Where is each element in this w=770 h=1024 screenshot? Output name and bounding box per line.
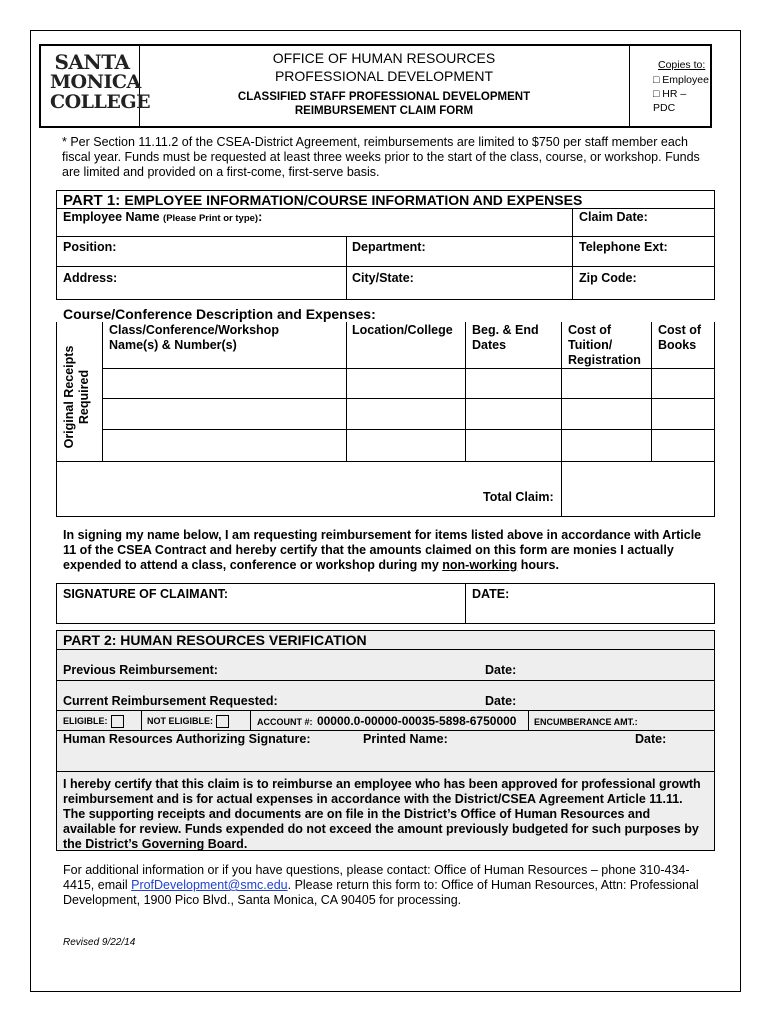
department-label: Department: — [352, 240, 426, 254]
receipts-required-note: Original Receipts Required — [62, 345, 91, 449]
course-heading: Course/Conference Description and Expenses: — [63, 306, 376, 322]
previous-date-label: Date: — [485, 663, 517, 677]
part2-heading: PART 2: HUMAN RESOURCES VERIFICATION — [63, 632, 367, 648]
telephone-label: Telephone Ext: — [579, 240, 668, 254]
form-header — [39, 44, 712, 128]
claimant-signature-label: SIGNATURE OF CLAIMANT: — [63, 587, 229, 601]
eligible-row: ELIGIBLE: — [63, 713, 124, 729]
col-dates-header: Beg. & End Dates — [472, 323, 539, 352]
intro-text: * Per Section 11.11.2 of the CSEA-District Agreement, reimbursements are limited to $750 per staff member each fiscal year. Funds must be requested at least three weeks prior to the start of the class, course, or workshop. Funds are limited and provided on a first-come, first-serve basis. — [62, 135, 700, 179]
col-location-header: Location/College — [352, 323, 453, 337]
form-title-2: REIMBURSEMENT CLAIM FORM — [294, 105, 474, 117]
college-logo: SANTA MONICA COLLEGE — [50, 50, 151, 113]
hr-certification: I hereby certify that this claim is to reimburse an employee who has been approved for professional growth reimbursement and is for actual expenses in accordance with the District/CSEA Agreement Article 11.11. The supporting receipts and documents are on file in the District’s Office of Human Resources and available for review. Funds expended do not exceed the amount previously budgeted for such purposes by the District’s Governing Board. — [63, 777, 701, 851]
claim-date-label: Claim Date: — [579, 210, 648, 224]
encumbrance-label: ENCUMBERANCE AMT.: — [534, 717, 638, 727]
copies-to: Copies to: □ Employee □ HR – PDC — [653, 59, 709, 114]
current-date-label: Date: — [485, 694, 517, 708]
col-tuition-header: Cost of Tuition/ Registration — [568, 323, 641, 367]
position-label: Position: — [63, 240, 117, 254]
account-number: ACCOUNT #: 00000.0-00000-00035-5898-6750000 — [257, 714, 517, 728]
printed-name-label: Printed Name: — [363, 732, 448, 746]
city-state-label: City/State: — [352, 271, 414, 285]
address-label: Address: — [63, 271, 118, 285]
not-eligible-checkbox[interactable] — [216, 715, 229, 728]
part1-heading: PART 1: EMPLOYEE INFORMATION/COURSE INFORMATION AND EXPENSES — [63, 192, 583, 209]
eligible-checkbox[interactable] — [111, 715, 124, 728]
email-link[interactable]: ProfDevelopment@smc.edu — [131, 878, 288, 892]
office-title: OFFICE OF HUMAN RESOURCES — [272, 50, 496, 66]
current-reimbursement-label: Current Reimbursement Requested: — [63, 694, 278, 708]
zip-label: Zip Code: — [579, 271, 637, 285]
col-class-header: Class/Conference/Workshop Name(s) & Number(s) — [109, 323, 279, 352]
employee-name-label: Employee Name (Please Print or type): — [63, 210, 263, 224]
claimant-date-label: DATE: — [472, 587, 510, 601]
revised-date: Revised 9/22/14 — [63, 937, 136, 948]
hr-date-label: Date: — [635, 732, 667, 746]
contact-info: For additional information or if you have questions, please contact: Office of Human Resources – phone 310-434- 4415, email ProfDevelopment@smc.edu. Please return this form to: Office of Human Resources, Attn: Professional Development, 1900 Pico Blvd., Santa Monica, CA 90405 for processing. — [63, 863, 699, 907]
claimant-certification: In signing my name below, I am requesting reimbursement for items listed above in accordance with Article 11 of the CSEA Contract and hereby certify that the amounts claimed on this form are monies I actually expended to attend a class, conference or workshop during my non-working hours. — [63, 528, 702, 572]
col-books-header: Cost of Books — [658, 323, 702, 352]
signature-box — [56, 583, 715, 624]
dept-title: PROFESSIONAL DEVELOPMENT — [274, 68, 494, 84]
not-eligible-row: NOT ELIGIBLE: — [147, 713, 229, 729]
hr-signature-label: Human Resources Authorizing Signature: — [63, 732, 311, 746]
form-title-1: CLASSIFIED STAFF PROFESSIONAL DEVELOPMENT — [237, 91, 531, 103]
total-claim-label: Total Claim: — [483, 490, 554, 504]
previous-reimbursement-label: Previous Reimbursement: — [63, 663, 218, 677]
